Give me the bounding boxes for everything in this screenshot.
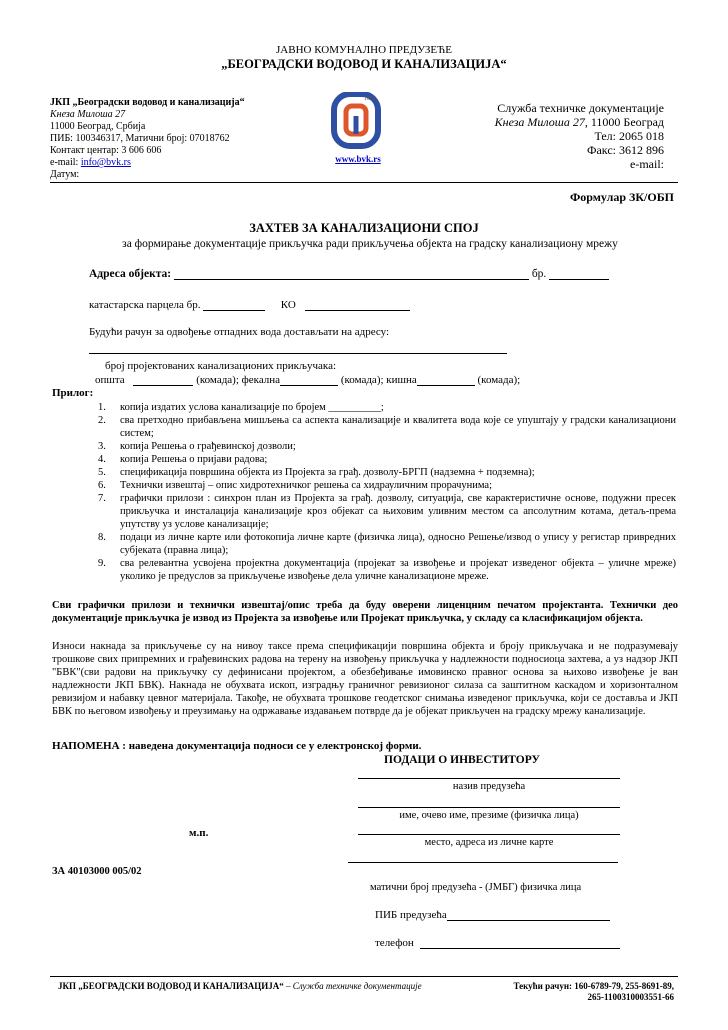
header-divider (50, 182, 678, 183)
prilog-item: 6. Технички извештај – опис хидротехничког решења са хидрауличним прорачунима; (98, 480, 492, 491)
org-line2: „БЕОГРАДСКИ ВОДОВОД И КАНАЛИЗАЦИЈА“ (221, 57, 507, 71)
company-contact: Контакт центар: 3 606 606 (50, 145, 162, 156)
mb-field[interactable] (348, 862, 618, 863)
footer-org: ЈКП „БЕОГРАДСКИ ВОДОВОД И КАНАЛИЗАЦИЈА“ (58, 981, 284, 991)
napomena: НАПОМЕНА : наведена документација подноси се у електронској форми. (52, 740, 422, 752)
general-label: општа (95, 374, 125, 386)
doc-code: ЗА 40103000 005/02 (52, 866, 142, 877)
number-label: бр. (531, 268, 547, 280)
prilog-item: 4. копија Решења о пријави радова; (98, 454, 268, 465)
company-field[interactable] (358, 778, 620, 779)
service-name: Служба техничке документације (497, 101, 664, 115)
place-label: место, адреса из личне карте (424, 837, 554, 848)
page-title: ЗАХТЕВ ЗА КАНАЛИЗАЦИОНИ СПОЈ (249, 221, 479, 235)
rain-label: (комада); кишна (340, 374, 417, 386)
connections-row (95, 374, 520, 386)
prilog-item: 5. спецификација површина објекта из Пројекта за грађ. дозволу-БРГП (надземна + подземна); (98, 467, 535, 478)
prilog-list (90, 401, 676, 583)
pib-label: ПИБ предузећа (375, 909, 447, 921)
ko-label: КО (280, 299, 296, 311)
date-label: Датум: (50, 169, 80, 180)
notice-bold: Сви графички прилози и технички извештај/опис треба да буду оверени лиценцним печатом пројектанта. Технички део документације прикључка је извод из Пројекта за извођење или Пројекат прикључка, у складу са класификацијом објекта. (52, 600, 678, 624)
stamp-label: м.п. (189, 827, 209, 839)
ko-field[interactable] (305, 310, 410, 311)
phone-label: телефон (375, 937, 414, 949)
phone-field[interactable] (420, 948, 620, 949)
parcel-label: катастарска парцела бр. (89, 299, 201, 311)
footer-account-1: Текући рачун: 160-6789-79, 255-8691-89, (513, 981, 674, 991)
service-tel: Тел: 2065 018 (594, 129, 664, 143)
parcel-row (89, 299, 410, 311)
address-field[interactable] (174, 279, 529, 280)
prilog-label: Прилог: (52, 387, 94, 399)
prilog-item: 3. копија Решења о грађевинској дозволи; (98, 441, 296, 452)
service-email: e-mail: (630, 157, 664, 171)
investor-title: ПОДАЦИ О ИНВЕСТИТОРУ (384, 754, 540, 766)
company-label: назив предузећа (452, 781, 526, 792)
address-label: Адреса објекта: (89, 268, 172, 280)
service-address: Кнеза Милоша 27, 11000 Београд (494, 115, 664, 129)
company-email-row (50, 157, 245, 169)
org-line1: ЈАВНО КОМУНАЛНО ПРЕДУЗЕЋЕ (276, 44, 452, 56)
logo-url[interactable]: www.bvk.rs (335, 154, 381, 164)
phone-row (375, 937, 620, 949)
notice-body: Износи накнада за прикључење су на нивоу таксе према спецификацији површина објекта и броју прикључака и не подразумевају трошкове свих припремних и грађевинских радова на терену на извођењу прикључка у надлежности подносиоца захтева, а уз надзор ЈКП "БВК"(сви радови на прикључку су дефинисани пројектом, а обезбеђивање имовинско правног основа за њихово извођење је ван надлежности ЈКП БВК). Накнада не обухвата ископ, изградњу граничног ревизионог силаза са заштитном каскадом и хоризонталном ревизијом и набавку цевног материјала. Такође, не обухвата трошкове геодетског снимања изведеног прикључка, који се доставља и ЈКП БВК по његовом извођењу и преузимању на одржавање издавањем потврде да је објекат прикључен на градску мрежу канализације. (52, 641, 678, 717)
bvk-logo (328, 92, 388, 164)
company-city: 11000 Београд, Србија (50, 121, 146, 132)
company-street: Кнеза Милоша 27 (50, 109, 126, 120)
bvk-logo-icon (328, 92, 388, 152)
rain-unit: (комада); (477, 374, 521, 386)
company-pib: ПИБ: 100346317, Матични број: 07018762 (50, 133, 230, 144)
logo-year: 1892 (364, 96, 376, 102)
page-subtitle: за формирање документације прикључка ради прикључења објекта на градску канализациону мрежу (122, 238, 618, 250)
prilog-item: 8. подаци из личне карте или фотокопија личне карте (физичка лица), односно Решење/извод о упису у регистар привредних субјеката (правна лица); (98, 532, 676, 556)
email-link[interactable]: info@bvk.rs (80, 157, 131, 168)
place-field[interactable] (358, 834, 620, 835)
parcel-field[interactable] (203, 310, 265, 311)
address-row (89, 268, 609, 280)
bill-address-field[interactable] (89, 353, 507, 354)
bill-text: Будући рачун за одвођење отпадних вода достављати на адресу: (89, 326, 390, 338)
footer-divider (50, 976, 678, 977)
pib-row (375, 909, 610, 921)
prilog-item: 9. сва релевантна усвојена пројектна документација (пројекат за извођење и пројекат изведеног објекта – уличне мреже) уколико је предуслов за прикључење извођење дела уличне канализационе мреже. (98, 558, 676, 582)
pib-field[interactable] (447, 920, 610, 921)
form-code: Формулар ЗК/ОБП (569, 190, 674, 204)
footer-service: – Служба техничке документације (283, 981, 422, 991)
email-label: e-mail: (50, 157, 79, 168)
number-field[interactable] (549, 279, 609, 280)
connections-label: број пројектованих канализационих прикључака: (105, 360, 337, 372)
service-fax: Факс: 3612 896 (587, 143, 664, 157)
header-right (495, 101, 664, 171)
prilog-item: 7. графички прилози : синхрон план из Пројекта за грађ. дозволу, ситуација, све карактеристичне основе, подужни пресек прикључка и инсталација канализације кроз објекат са њиховим уливним местом са апсолутним котама, детаљ-према упутству уз услове канализације; (98, 493, 676, 530)
general-field[interactable] (133, 385, 193, 386)
header-left (50, 97, 245, 181)
prilog-item: 2. сва претходно прибављена мишљења са аспекта канализације и квалитета вода које се упуштају у градски канализациони систем; (98, 415, 676, 439)
footer-left (58, 981, 422, 991)
rain-field[interactable] (417, 385, 475, 386)
name-field[interactable] (358, 807, 620, 808)
footer-account-2: 265-1100310003551-66 (587, 992, 674, 1002)
company-name: ЈКП „Београдски водовод и канализација“ (50, 97, 245, 108)
footer-right (513, 981, 674, 1003)
name-label: име, очево име, презиме (физичка лица) (399, 810, 579, 821)
mb-label: матични број предузећа - (ЈМБГ) физичка лица (370, 882, 582, 893)
fecal-label: (комада); фекална (196, 374, 281, 386)
fecal-field[interactable] (280, 385, 338, 386)
prilog-item: 1. копија издатих услова канализације по бројем __________; (98, 402, 384, 413)
